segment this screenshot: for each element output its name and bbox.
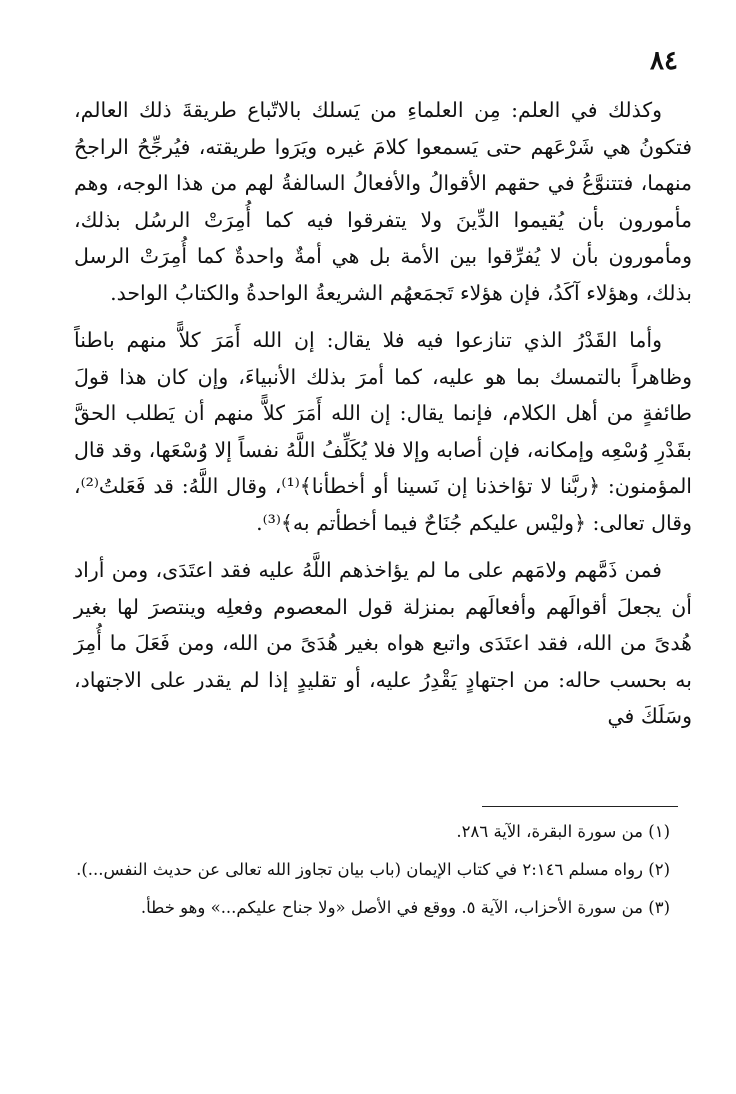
paragraph-3: فمن ذَمَّهم ولامَهم على ما لم يؤاخذهم اللَّهُ عليه فقد اعتَدَى، ومن أراد أن يجعلَ أقوالَهم وأفعالَهم بمنزلة قول المعصوم وفعلِه وينتصرَ لها بغير هُدىً من الله، فقد اعتَدَى واتبع هواه بغير هُدَىً من الله، ومن فَعَلَ ما أُمِرَ به بحسب حاله: من اجتهادٍ يَقْدِرُ عليه، أو تقليدٍ إذا لم يقدر على الاجتهاد، وسَلَكَ في	[74, 558, 692, 728]
page-number: ٨٤	[650, 46, 678, 76]
paragraph-2: وأما القَدْرُ الذي تنازعوا فيه فلا يقال: إن الله أَمَرَ كلاًّ منهم باطناً وظاهراً بالتمسك بما هو عليه، كما أمرَ بذلك الأنبياءَ، وإن كان هذا قولَ طائفةٍ من أهل الكلام، فإنما يقال: إن الله أَمَرَ كلاًّ منهم أن يَطلب الحقَّ بقَدْرِ وُسْعِه وإمكانه، فإن أصابه وإلا فلا يُكَلِّفُ اللَّهُ نفساً إلا وُسْعَها، وقد قال المؤمنون: ﴿ربَّنا لا تؤاخذنا إن نَسينا أو أخطأنا﴾⁽¹⁾، وقال اللَّهُ: قد فَعَلتُ⁽²⁾، وقال تعالى: ﴿وليْس عليكم جُنَاحٌ فيما أخطأتم به﴾⁽³⁾.	[74, 328, 693, 535]
paragraph-1: وكذلك في العلم: مِن العلماءِ من يَسلك بالاتّباع طريقةَ ذلك العالم، فتكونُ هي شَرْعَهم حتى يَسمعوا كلامَ غيره ويَرَوا طريقته، فيُرجِّحُ الراجحُ منهما، فتتنوَّعُ في حقهم الأقوالُ والأفعالُ السالفةُ لهم من هذا الوجه، وهم مأمورون بأن يُقيموا الدِّينَ ولا يتفرقوا فيه كما أُمِرَتْ الرسُل بذلك، ومأمورون بأن لا يُفرِّقوا بين الأمة بل هي أمةٌ واحدةٌ كما أُمِرَتْ الرسل بذلك، وهؤلاء آكَدُ، فإن هؤلاء تَجمَعهُم الشريعةُ الواحدةُ والكتابُ الواحد.	[74, 98, 692, 305]
main-text	[74, 92, 692, 746]
footnote-1: (١) من سورة البقرة، الآية ٢٨٦.	[456, 822, 670, 841]
footnotes	[74, 816, 692, 930]
footnote-3: (٣) من سورة الأحزاب، الآية ٥. ووقع في الأصل «ولا جناح عليكم...» وهو خطأ.	[140, 898, 670, 917]
footnote-2: (٢) رواه مسلم ٢:١٤٦ في كتاب الإيمان (باب بيان تجاوز الله تعالى عن حديث النفس...).	[76, 860, 670, 879]
footnote-divider	[482, 806, 678, 807]
